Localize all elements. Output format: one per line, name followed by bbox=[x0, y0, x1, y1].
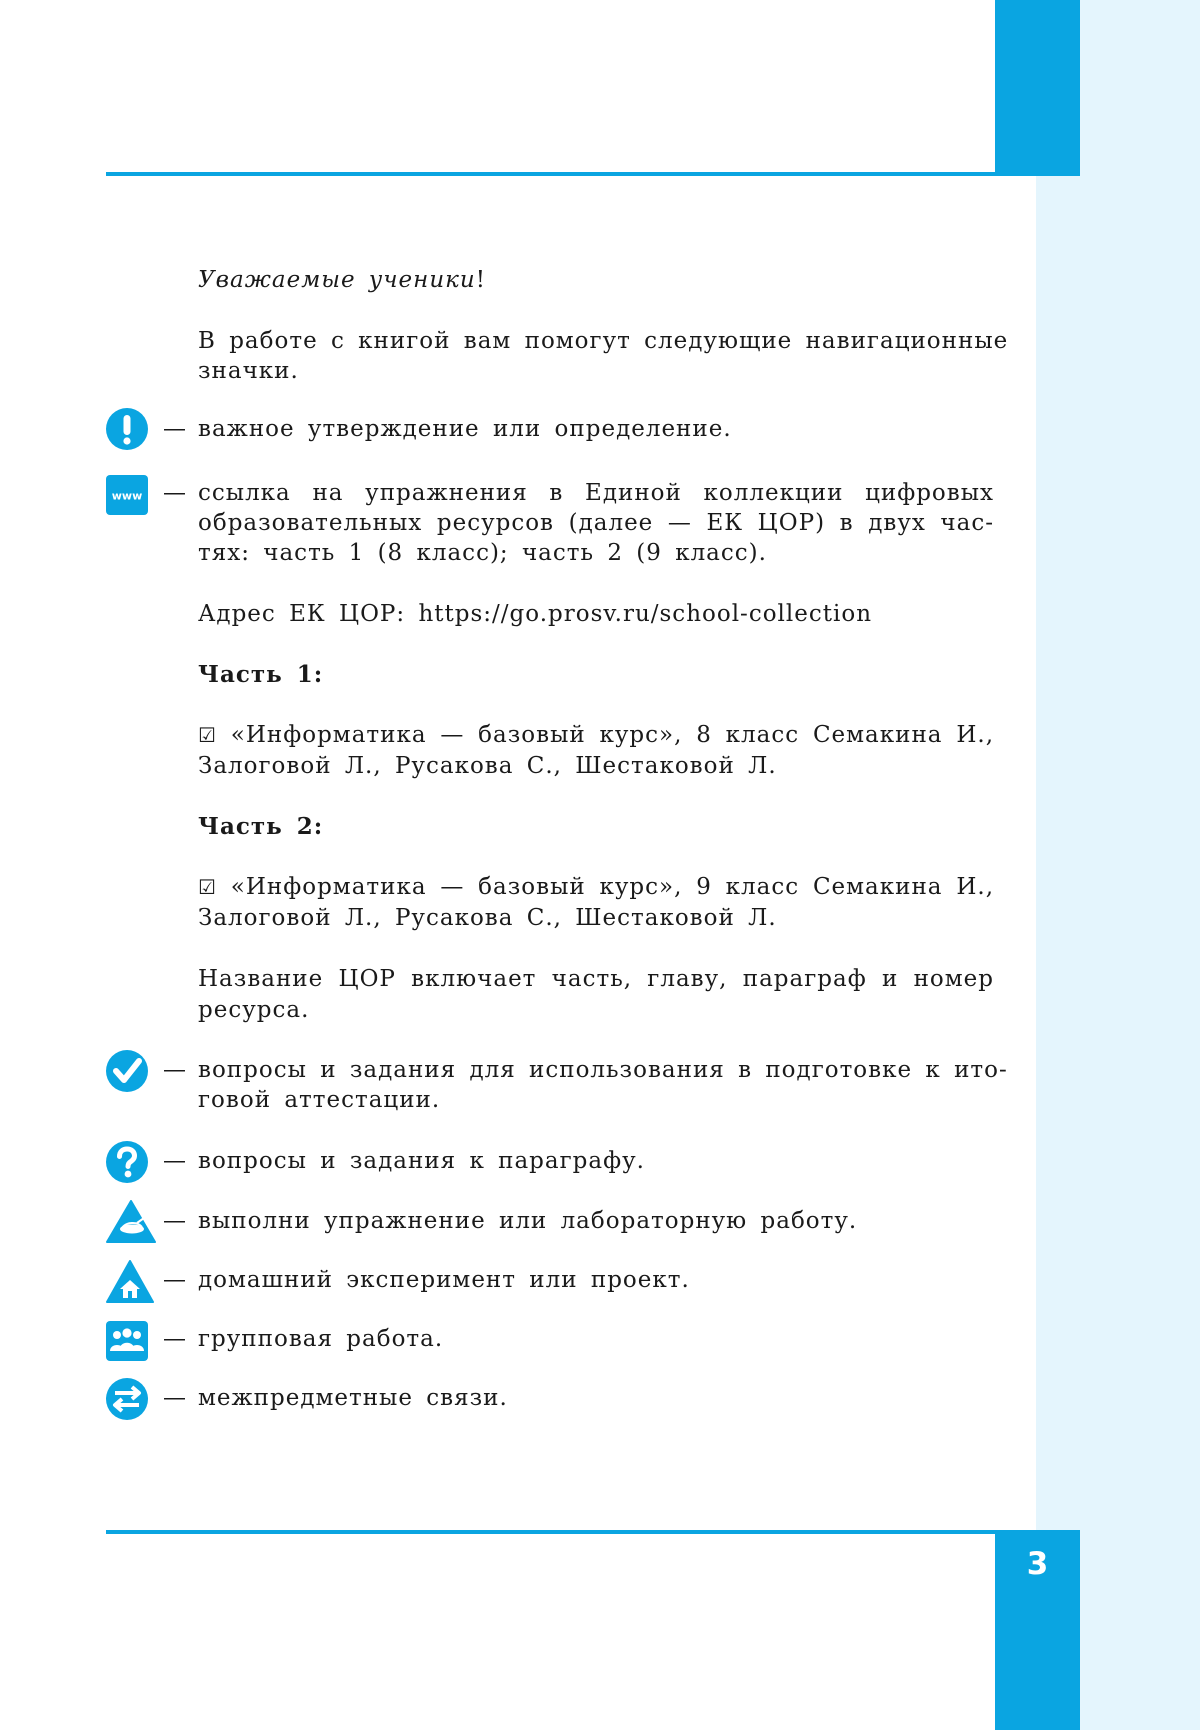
intro-line-2: значки. bbox=[198, 358, 299, 384]
www-icon-label: www bbox=[111, 489, 143, 503]
dash: — bbox=[163, 1267, 186, 1293]
cor-name-line-1: Название ЦОР включает часть, главу, параграф и номер bbox=[198, 966, 994, 992]
exercise-triangle-icon bbox=[106, 1199, 156, 1243]
bottom-rule bbox=[106, 1530, 1080, 1534]
top-rule bbox=[106, 172, 1080, 176]
part1-line-1-text: «Информатика — базовый курс», 8 класс Семакина И., bbox=[230, 722, 995, 748]
dash: — bbox=[163, 1057, 186, 1083]
important-text: важное утверждение или определение. bbox=[198, 416, 732, 442]
exercise-text: выполни упражнение или лабораторную работу. bbox=[198, 1208, 858, 1234]
group-icon bbox=[106, 1321, 148, 1361]
cor-name-line-2: ресурса. bbox=[198, 997, 310, 1023]
www-icon bbox=[106, 475, 148, 515]
top-tab bbox=[995, 0, 1080, 175]
checkmark-icon bbox=[106, 1050, 148, 1092]
part1-heading: Часть 1: bbox=[198, 661, 324, 688]
checkbox-icon: ☑ bbox=[198, 875, 217, 899]
arrows-exchange-icon bbox=[106, 1378, 148, 1420]
dash: — bbox=[163, 1208, 186, 1234]
greeting bbox=[198, 265, 994, 296]
www-line-1: ссылка на упражнения в Единой коллекции цифровых bbox=[198, 480, 994, 506]
dash: — bbox=[163, 416, 186, 442]
intro-line-1: В работе с книгой вам помогут следующие навигационные bbox=[198, 328, 1009, 354]
part1-line-2: Залоговой Л., Русакова С., Шестаковой Л. bbox=[198, 753, 777, 779]
checkbox-icon: ☑ bbox=[198, 723, 217, 747]
interdisciplinary-text: межпредметные связи. bbox=[198, 1385, 508, 1411]
home-text: домашний эксперимент или проект. bbox=[198, 1267, 690, 1293]
www-line-3: тях: часть 1 (8 класс); часть 2 (9 класс). bbox=[198, 540, 767, 566]
home-triangle-icon bbox=[106, 1259, 154, 1303]
www-line-2: образовательных ресурсов (далее — ЕК ЦОР) в двух час- bbox=[198, 510, 994, 536]
question-text: вопросы и задания к параграфу. bbox=[198, 1148, 645, 1174]
page-number: 3 bbox=[1026, 1546, 1049, 1582]
part2-line-1-text: «Информатика — базовый курс», 9 класс Семакина И., bbox=[230, 874, 995, 900]
check-line-1: вопросы и задания для использования в подготовке к ито- bbox=[198, 1057, 1008, 1083]
group-text: групповая работа. bbox=[198, 1326, 444, 1352]
part2-heading: Часть 2: bbox=[198, 813, 324, 840]
greeting-mark: ! bbox=[475, 267, 486, 293]
part2-line-1 bbox=[198, 872, 994, 903]
side-strip bbox=[1036, 0, 1200, 1730]
dash: — bbox=[163, 1326, 186, 1352]
question-icon bbox=[106, 1141, 148, 1183]
greeting-text: Уважаемые ученики bbox=[198, 267, 476, 293]
part2-line-2: Залоговой Л., Русакова С., Шестаковой Л. bbox=[198, 905, 777, 931]
exclamation-icon bbox=[106, 408, 148, 450]
dash: — bbox=[163, 480, 186, 506]
part1-line-1 bbox=[198, 720, 994, 751]
dash: — bbox=[163, 1148, 186, 1174]
dash: — bbox=[163, 1385, 186, 1411]
address: Адрес ЕК ЦОР: https://go.prosv.ru/school-collection bbox=[198, 601, 873, 627]
check-line-2: говой аттестации. bbox=[198, 1087, 441, 1113]
